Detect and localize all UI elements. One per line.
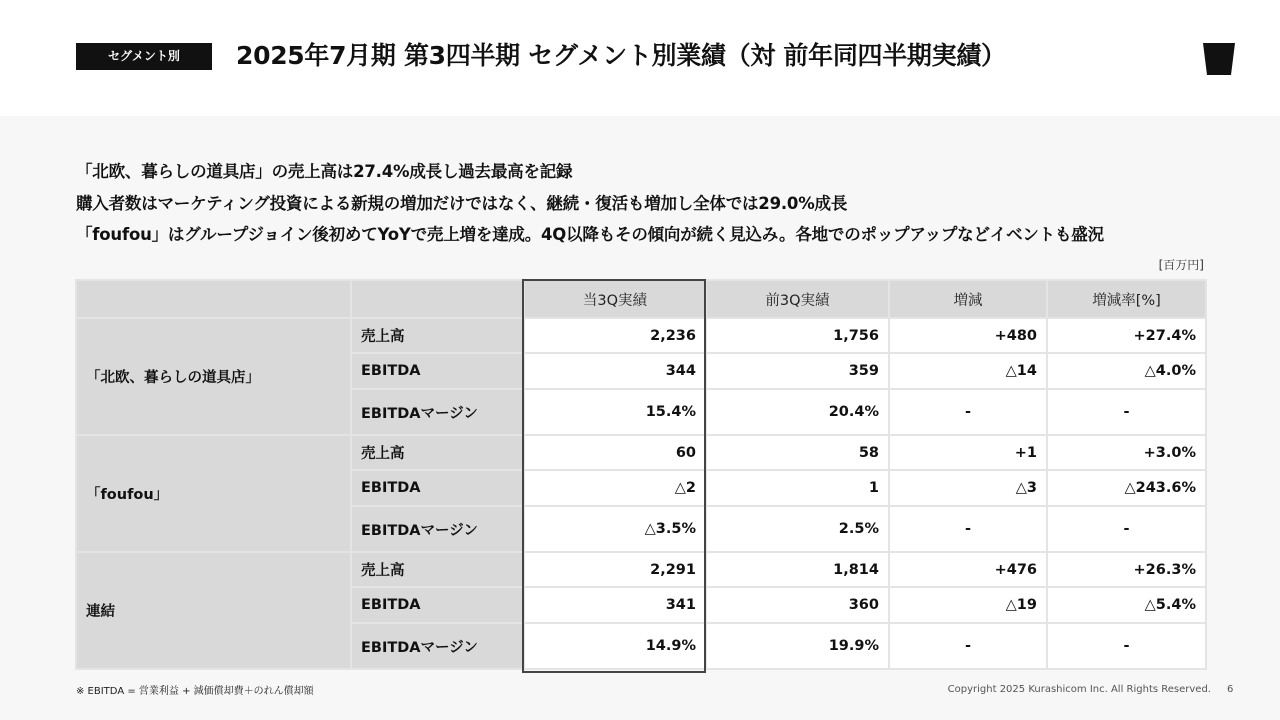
value-current-3q: 2,236 bbox=[524, 318, 706, 353]
value-current-3q: △2 bbox=[524, 470, 706, 506]
page-title: 2025年7月期 第3四半期 セグメント別業績（対 前年同四半期実績） bbox=[236, 41, 1006, 70]
value-change: △14 bbox=[889, 353, 1047, 389]
metric-label: EBITDAマージン bbox=[351, 623, 524, 669]
value-change-rate: +27.4% bbox=[1047, 318, 1206, 353]
segment-name-foufou: 「foufou」 bbox=[76, 435, 351, 552]
metric-label: 売上高 bbox=[351, 552, 524, 587]
cup-logo-icon bbox=[1202, 43, 1236, 75]
value-change: +1 bbox=[889, 435, 1047, 470]
metric-label: EBITDA bbox=[351, 353, 524, 389]
value-prior-3q: 1 bbox=[706, 470, 889, 506]
page-number: 6 bbox=[1227, 684, 1234, 695]
value-change: +476 bbox=[889, 552, 1047, 587]
value-change: +480 bbox=[889, 318, 1047, 353]
summary bbox=[76, 156, 1226, 251]
value-prior-3q: 2.5% bbox=[706, 506, 889, 552]
metric-label: EBITDA bbox=[351, 587, 524, 623]
value-prior-3q: 58 bbox=[706, 435, 889, 470]
value-change-rate: - bbox=[1047, 506, 1206, 552]
metric-label: EBITDAマージン bbox=[351, 389, 524, 435]
segment-name-hokuo: 「北欧、暮らしの道具店」 bbox=[76, 318, 351, 435]
value-current-3q: 15.4% bbox=[524, 389, 706, 435]
copyright: Copyright 2025 Kurashicom Inc. All Rights Reserved. bbox=[947, 684, 1211, 695]
metric-label: EBITDAマージン bbox=[351, 506, 524, 552]
value-prior-3q: 360 bbox=[706, 587, 889, 623]
header-segment-blank bbox=[76, 280, 351, 318]
table-row bbox=[76, 318, 1206, 353]
column-header-change: 増減 bbox=[889, 280, 1047, 318]
value-change-rate: +3.0% bbox=[1047, 435, 1206, 470]
table-row bbox=[76, 435, 1206, 470]
value-current-3q: △3.5% bbox=[524, 506, 706, 552]
value-prior-3q: 359 bbox=[706, 353, 889, 389]
value-change-rate: △4.0% bbox=[1047, 353, 1206, 389]
value-change-rate: △243.6% bbox=[1047, 470, 1206, 506]
value-current-3q: 344 bbox=[524, 353, 706, 389]
section-tag: セグメント別 bbox=[76, 43, 212, 70]
table-header-row bbox=[76, 280, 1206, 318]
value-change: - bbox=[889, 623, 1047, 669]
value-current-3q: 2,291 bbox=[524, 552, 706, 587]
metric-label: EBITDA bbox=[351, 470, 524, 506]
column-header-prior-3q: 前3Q実績 bbox=[706, 280, 889, 318]
segment-table bbox=[75, 279, 1207, 670]
summary-line: 「foufou」はグループジョイン後初めてYoYで売上増を達成。4Q以降もその傾向が続く見込み。各地でのポップアップなどイベントも盛況 bbox=[76, 225, 1104, 244]
value-change-rate: +26.3% bbox=[1047, 552, 1206, 587]
value-change-rate: - bbox=[1047, 623, 1206, 669]
value-prior-3q: 20.4% bbox=[706, 389, 889, 435]
metric-label: 売上高 bbox=[351, 318, 524, 353]
header-metric-blank bbox=[351, 280, 524, 318]
summary-line: 「北欧、暮らしの道具店」の売上高は27.4%成長し過去最高を記録 bbox=[76, 162, 573, 181]
value-current-3q: 60 bbox=[524, 435, 706, 470]
unit-label: [百万円] bbox=[1158, 258, 1204, 272]
segment-name-consolidated: 連結 bbox=[76, 552, 351, 669]
value-change-rate: △5.4% bbox=[1047, 587, 1206, 623]
value-change: △3 bbox=[889, 470, 1047, 506]
metric-label: 売上高 bbox=[351, 435, 524, 470]
value-prior-3q: 19.9% bbox=[706, 623, 889, 669]
table-row bbox=[76, 552, 1206, 587]
value-current-3q: 341 bbox=[524, 587, 706, 623]
value-change: △19 bbox=[889, 587, 1047, 623]
header bbox=[0, 0, 1280, 116]
value-change-rate: - bbox=[1047, 389, 1206, 435]
value-change: - bbox=[889, 506, 1047, 552]
footnote: ※ EBITDA = 営業利益 + 減価償却費＋のれん償却額 bbox=[76, 686, 314, 697]
column-header-current-3q: 当3Q実績 bbox=[524, 280, 706, 318]
value-current-3q: 14.9% bbox=[524, 623, 706, 669]
value-prior-3q: 1,814 bbox=[706, 552, 889, 587]
value-prior-3q: 1,756 bbox=[706, 318, 889, 353]
value-change: - bbox=[889, 389, 1047, 435]
summary-line: 購入者数はマーケティング投資による新規の増加だけではなく、継続・復活も増加し全体では29.0%成長 bbox=[76, 193, 848, 213]
column-header-change-rate: 増減率[%] bbox=[1047, 280, 1206, 318]
